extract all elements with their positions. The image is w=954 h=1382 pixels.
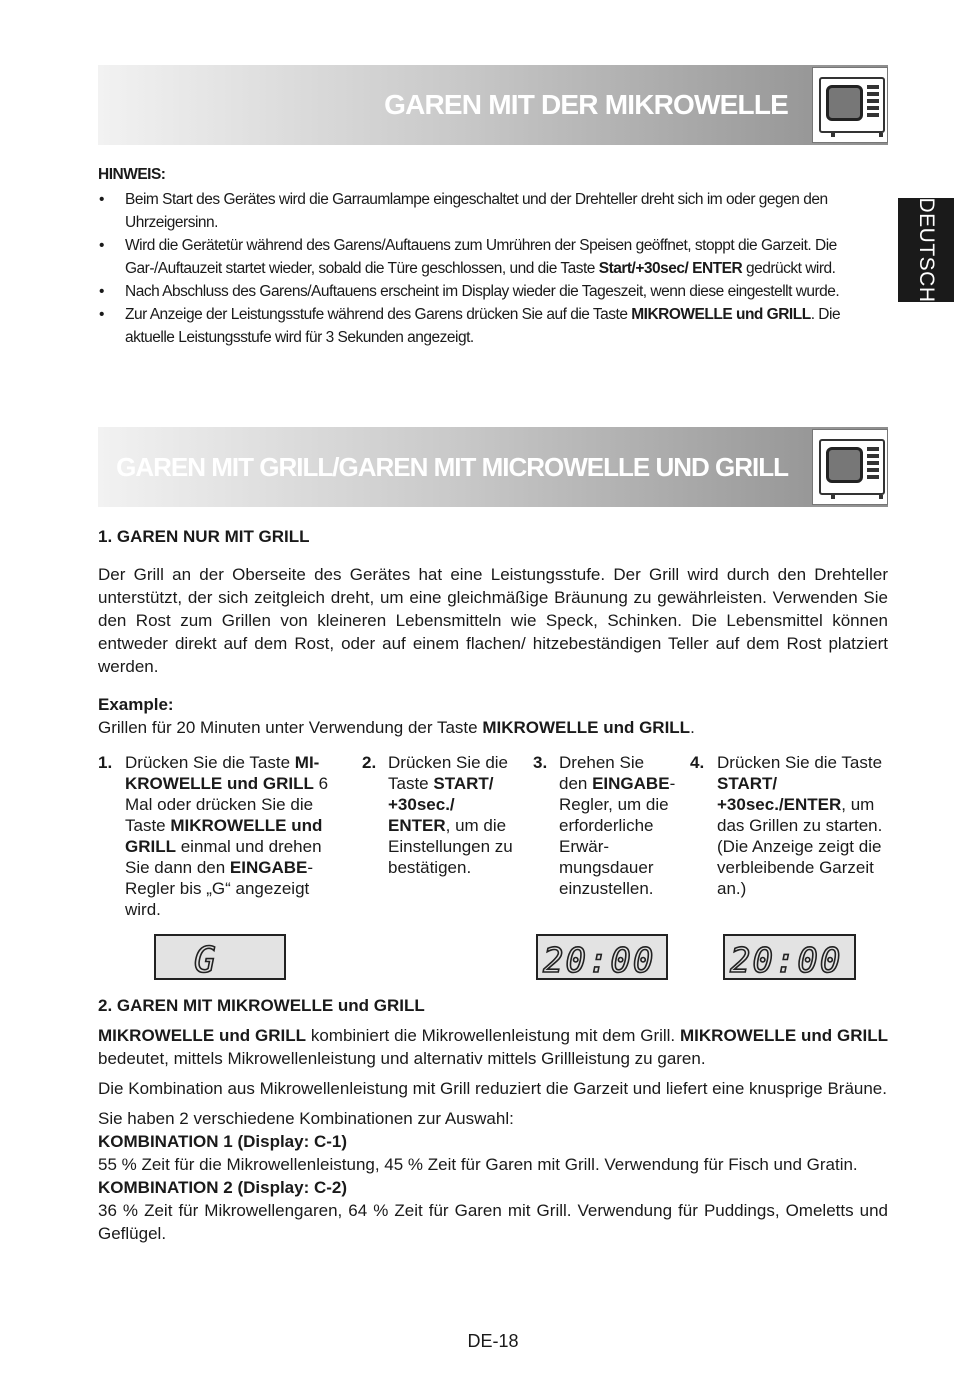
combo1-heading: KOMBINATION 1 (Display: C-1) [98, 1132, 348, 1151]
display-time-2 [723, 934, 856, 980]
combo-benefit: Die Kombination aus Mikrowellenleistung mit Grill reduziert die Garzeit und liefert eine knusprige Bräune. [98, 1079, 887, 1098]
subsection-heading: 2. GAREN MIT MIKROWELLE und GRILL [98, 996, 425, 1015]
subsection-heading: 1. GAREN NUR MIT GRILL [98, 527, 310, 546]
lcd-screen [538, 936, 666, 978]
section-banner-microwave [98, 65, 888, 145]
language-label: DEUTSCH [915, 197, 938, 303]
section-title: GAREN MIT GRILL/GAREN MIT MICROWELLE UND GRILL [116, 452, 788, 482]
microwave-icon [812, 429, 888, 505]
example-heading: Example: [98, 695, 174, 714]
language-tab [898, 198, 954, 302]
grill-only-section [98, 525, 888, 739]
grill-description: Der Grill an der Oberseite des Gerätes hat eine Leistungsstufe. Der Grill wird durch den Drehteller unterstützt, der sich zeitgleich dreht, um eine gleichmäßige Bräunung zu gewährleisten. Verwenden Sie den Rost zum Grillen von kleineren Lebensmitteln wie Speck, Schinken. Die Lebensmittel können entweder direkt auf dem Rost, oder auf einem flachen/ hitzebeständigen Teller auf dem Rost platziert werden. [98, 565, 888, 676]
page-number: DE-18 [467, 1331, 519, 1351]
combo2-heading: KOMBINATION 2 (Display: C-2) [98, 1178, 348, 1197]
display-g [154, 934, 286, 980]
combo2-text: 36 % Zeit für Mikrowellengaren, 64 % Zeit für Garen mit Grill. Verwendung für Puddings, Omeletts und Geflügel. [98, 1201, 888, 1243]
example-text: Grillen für 20 Minuten unter Verwendung der Taste MIKROWELLE und GRILL. [98, 718, 695, 737]
svg-text:G: G [194, 940, 216, 978]
note-item: • Zur Anzeige der Leistungsstufe während des Garens drücken Sie auf die Taste MIKROWELLE und GRILL. Die aktuelle Leistungsstufe wird für 3 Sekunden angezeigt. [98, 303, 888, 349]
display-time-1 [536, 934, 668, 980]
combo-choice: Sie haben 2 verschiedene Kombinationen zur Auswahl: [98, 1109, 514, 1128]
lcd-screen [156, 936, 284, 978]
svg-text:20:00: 20:00 [543, 941, 656, 978]
note-list [98, 188, 888, 349]
combo1-text: 55 % Zeit für die Mikrowellenleistung, 45 % Zeit für Garen mit Grill. Verwendung für Fisch und Gratin. [98, 1155, 858, 1174]
svg-text:20:00: 20:00 [730, 941, 843, 978]
note-item: • Beim Start des Gerätes wird die Garraumlampe eingeschaltet und der Drehteller dreht sich im oder gegen den Uhrzeigersinn. [98, 188, 888, 234]
note-heading: HINWEIS: [98, 166, 166, 183]
note-block [98, 163, 888, 349]
combo-intro: MIKROWELLE und GRILL kombiniert die Mikrowellenleistung mit dem Grill. MIKROWELLE und GRILL bedeutet, mittels Mikrowellenleistung und alternativ mittels Grillleistung zu garen. [98, 1026, 888, 1068]
note-item: • Wird die Gerätetür während des Garens/Auftauens zum Umrühren der Speisen geöffnet, stoppt die Garzeit. Die Gar-/Auftauzeit startet wieder, sobald die Türe geschlossen, und die Taste Start/+30sec/ ENTER gedrückt wird. [98, 234, 888, 280]
microwave-icon [812, 67, 888, 143]
section-banner-grill [98, 427, 888, 507]
note-item: • Nach Abschluss des Garens/Auftauens erscheint im Display wieder die Tageszeit, wenn diese eingestellt wurde. [98, 280, 888, 303]
microwave-grill-section [98, 994, 888, 1245]
section-title: GAREN MIT DER MIKROWELLE [384, 89, 788, 120]
lcd-screen [725, 936, 854, 978]
